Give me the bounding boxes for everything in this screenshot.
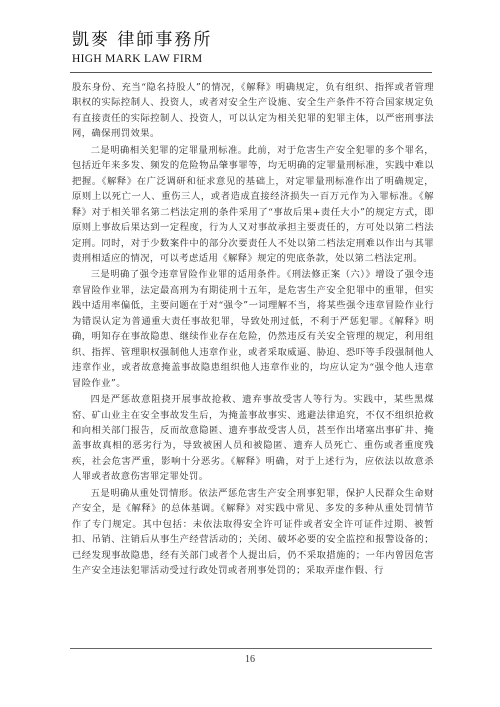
letterhead [72,30,272,66]
footer-divider [70,648,432,649]
paragraph-sentencing-standards: 二是明确相关犯罪的定罪量刑标准。此前，对于危害生产安全犯罪的多个罪名，包括近年来多发、频发的危险物品肇事罪等，均无明确的定罪量刑标准，实践中难以把握。《解释》在广泛调研和征求意见的基础上，对定罪量刑标准作出了明确规定，原则上以死亡一人、重伤三人，或者造成直接经济损失一百万元作为入罪标准。《解释》对于相关罪名第二档法定刑的条件采用了“事故后果+责任大小”的规定方式，即原则上事故后果达到一定程度，行为人又对事故承担主要责任的，方可处以第二档法定刑。同时，对于少数案件中的部分次要责任人不处以第二档法定刑难以作出与其罪责刑相适应的情况，可以考虑适用《解释》规定的兜底条款，处以第二档法定刑。 [72,144,434,264]
document-body [72,80,434,580]
firm-name-chinese: 凱麥 律師事務所 [72,30,213,50]
paragraph-obstructing-rescue: 四是严惩故意阻挠开展事故抢救、遗弃事故受害人等行为。实践中，某些黑煤窑、矿山业主在安全事故发生后，为掩盖事故事实、逃避法律追究，不仅不组织抢救和向相关部门报告，反而故意隐匿、遗弃事故受害人员，甚至作出堵塞出事矿井、掩盖事故真相的恶劣行为，导致被困人员和被隐匿、遗弃人员死亡、重伤或者重度残疾，社会危害严重，影响十分恶劣。《解释》明确，对于上述行为，应依法以故意杀人罪或者故意伤害罪定罪处罚。 [72,394,434,483]
firm-name-english: HIGH MARK LAW FIRM [72,53,203,65]
paragraph-shareholder-identity: 股东身份、充当“隐名持股人”的情况，《解释》明确规定，负有组织、指挥或者管理职权的实际控制人、投资人，或者对安全生产设施、安全生产条件不符合国家规定负有直接责任的实际控制人、投资人，可以认定为相关犯罪的犯罪主体，以严密刑事法网，确保刑罚效果。 [72,82,434,140]
paragraph-aggravating-circumstances: 五是明确从重处罚情形。依法严惩危害生产安全刑事犯罪，保护人民群众生命财产安全，是《解释》的总体基调。《解释》对实践中常见、多发的多种从重处罚情节作了专门规定。其中包括：未依法取得安全许可证件或者安全许可证件过期、被暂扣、吊销、注销后从事生产经营活动的；关闭、破坏必要的安全监控和报警设备的；已经发现事故隐患，经有关部门或者个人提出后，仍不采取措施的；一年内曾因危害生产安全违法犯罪活动受过行政处罚或者刑事处罚的；采取弄虚作假、行 [72,487,434,577]
paragraph-forced-risky-operations: 三是明确了强令违章冒险作业罪的适用条件。《刑法修正案（六）》增设了强令违章冒险作业罪，法定最高刑为有期徒刑十五年，是危害生产安全犯罪中的重罪，但实践中适用率偏低，主要问题在于对“强令”一词理解不当，将某些强令违章冒险作业行为错误认定为普通重大责任事故犯罪，导致处刑过低，不利于严惩犯罪。《解释》明确，明知存在事故隐患、继续作业存在危险，仍然违反有关安全管理的规定，利用组织、指挥、管理职权强制他人违章作业，或者采取威逼、胁迫、恐吓等手段强制他人违章作业，或者故意掩盖事故隐患组织他人违章作业的，均应认定为“强令他人违章冒险作业”。 [72,269,434,389]
page-number: 16 [245,654,255,665]
header-divider [70,72,432,73]
